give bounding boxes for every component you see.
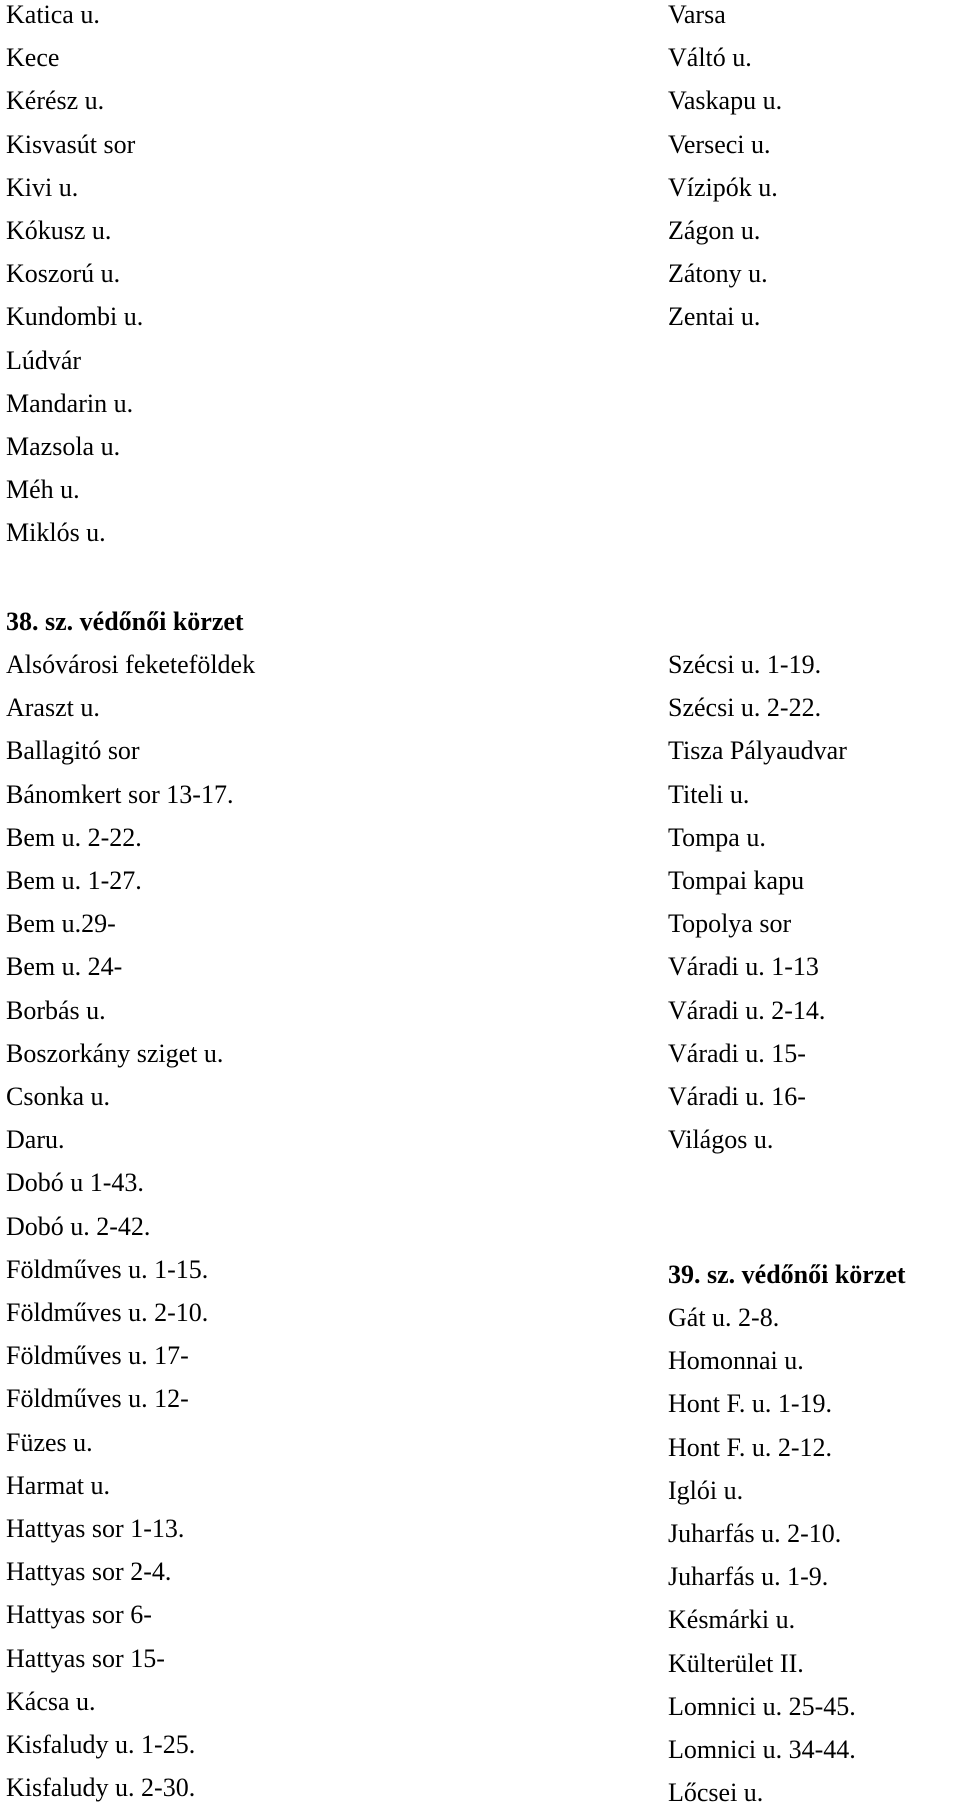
street-entry: Tisza Pályaudvar: [668, 736, 847, 766]
street-entry: Borbás u.: [6, 995, 106, 1025]
street-entry: Dobó u 1-43.: [6, 1168, 144, 1198]
street-entry: Csonka u.: [6, 1082, 110, 1111]
street-entry: Boszorkány sziget u.: [6, 1038, 224, 1068]
street-entry: Ballagitó sor: [6, 736, 140, 766]
street-entry: Lőcsei u.: [668, 1778, 764, 1808]
street-entry: Varsa: [668, 0, 726, 29]
street-entry: Vízipók u.: [668, 172, 778, 202]
street-entry: Lúdvár: [6, 345, 82, 375]
street-entry: Hattyas sor 1-13.: [6, 1514, 185, 1543]
street-entry: Kisvasút sor: [6, 129, 136, 159]
street-entry: Tompai kapu: [668, 866, 805, 895]
district-39-heading: 39. sz. védőnői körzet: [668, 1260, 906, 1289]
street-entry: Alsóvárosi feketeföldek: [6, 650, 256, 679]
street-entry: Bem u. 24-: [6, 952, 123, 982]
street-entry: Hattyas sor 2-4.: [6, 1557, 172, 1587]
street-entry: Harmat u.: [6, 1470, 110, 1500]
street-entry: Katica u.: [6, 0, 100, 29]
street-entry: Gát u. 2-8.: [668, 1303, 780, 1332]
street-entry: Iglói u.: [668, 1475, 744, 1505]
street-entry: Földműves u. 17-: [6, 1341, 189, 1371]
street-entry: Váradi u. 15-: [668, 1038, 806, 1068]
street-entry: Hont F. u. 2-12.: [668, 1432, 833, 1462]
street-entry: Lomnici u. 34-44.: [668, 1735, 856, 1764]
street-entry: Koszorú u.: [6, 259, 121, 289]
street-entry: Bem u. 1-27.: [6, 866, 142, 895]
street-entry: Juharfás u. 2-10.: [668, 1519, 842, 1548]
street-entry: Bánomkert sor 13-17.: [6, 779, 234, 809]
street-entry: Araszt u.: [6, 693, 100, 723]
street-entry: Földműves u. 12-: [6, 1384, 189, 1414]
street-entry: Lomnici u. 25-45.: [668, 1691, 856, 1721]
street-entry: Dobó u. 2-42.: [6, 1211, 151, 1241]
street-entry: Földműves u. 1-15.: [6, 1254, 209, 1284]
street-entry: Váradi u. 1-13: [668, 952, 819, 982]
street-entry: Zágon u.: [668, 216, 761, 245]
street-entry: Juharfás u. 1-9.: [668, 1562, 829, 1592]
street-entry: Verseci u.: [668, 129, 771, 159]
street-entry: Földműves u. 2-10.: [6, 1298, 209, 1327]
street-entry: Homonnai u.: [668, 1346, 804, 1376]
street-entry: Kece: [6, 43, 60, 73]
street-entry: Bem u.29-: [6, 909, 116, 939]
street-entry: Zátony u.: [668, 259, 768, 289]
street-entry: Mazsola u.: [6, 432, 121, 461]
street-entry: Kundombi u.: [6, 302, 144, 332]
street-entry: Váradi u. 2-14.: [668, 995, 826, 1025]
street-entry: Daru.: [6, 1125, 65, 1155]
street-entry: Topolya sor: [668, 909, 792, 939]
street-entry: Vaskapu u.: [668, 86, 783, 116]
street-entry: Hattyas sor 15-: [6, 1643, 165, 1673]
street-entry: Hattyas sor 6-: [6, 1600, 152, 1630]
street-entry: Váltó u.: [668, 43, 752, 73]
street-entry: Mandarin u.: [6, 388, 134, 418]
street-entry: Füzes u.: [6, 1427, 93, 1457]
street-entry: Kisfaludy u. 2-30.: [6, 1773, 196, 1803]
street-entry: Külterület II.: [668, 1648, 804, 1678]
street-entry: Titeli u.: [668, 779, 750, 809]
street-entry: Méh u.: [6, 475, 80, 505]
street-entry: Kérész u.: [6, 86, 105, 116]
street-entry: Bem u. 2-22.: [6, 822, 142, 852]
street-entry: Kivi u.: [6, 172, 79, 202]
street-entry: Miklós u.: [6, 518, 106, 548]
street-entry: Kókusz u.: [6, 216, 112, 245]
street-entry: Kisfaludy u. 1-25.: [6, 1730, 196, 1759]
street-entry: Hont F. u. 1-19.: [668, 1389, 833, 1419]
street-entry: Szécsi u. 2-22.: [668, 693, 822, 723]
street-entry: Kácsa u.: [6, 1686, 96, 1716]
street-entry: Zentai u.: [668, 302, 761, 332]
street-entry: Szécsi u. 1-19.: [668, 650, 822, 679]
district-38-heading: 38. sz. védőnői körzet: [6, 607, 244, 636]
street-entry: Világos u.: [668, 1125, 774, 1155]
street-entry: Késmárki u.: [668, 1605, 796, 1635]
street-entry: Váradi u. 16-: [668, 1082, 806, 1111]
street-entry: Tompa u.: [668, 822, 766, 852]
